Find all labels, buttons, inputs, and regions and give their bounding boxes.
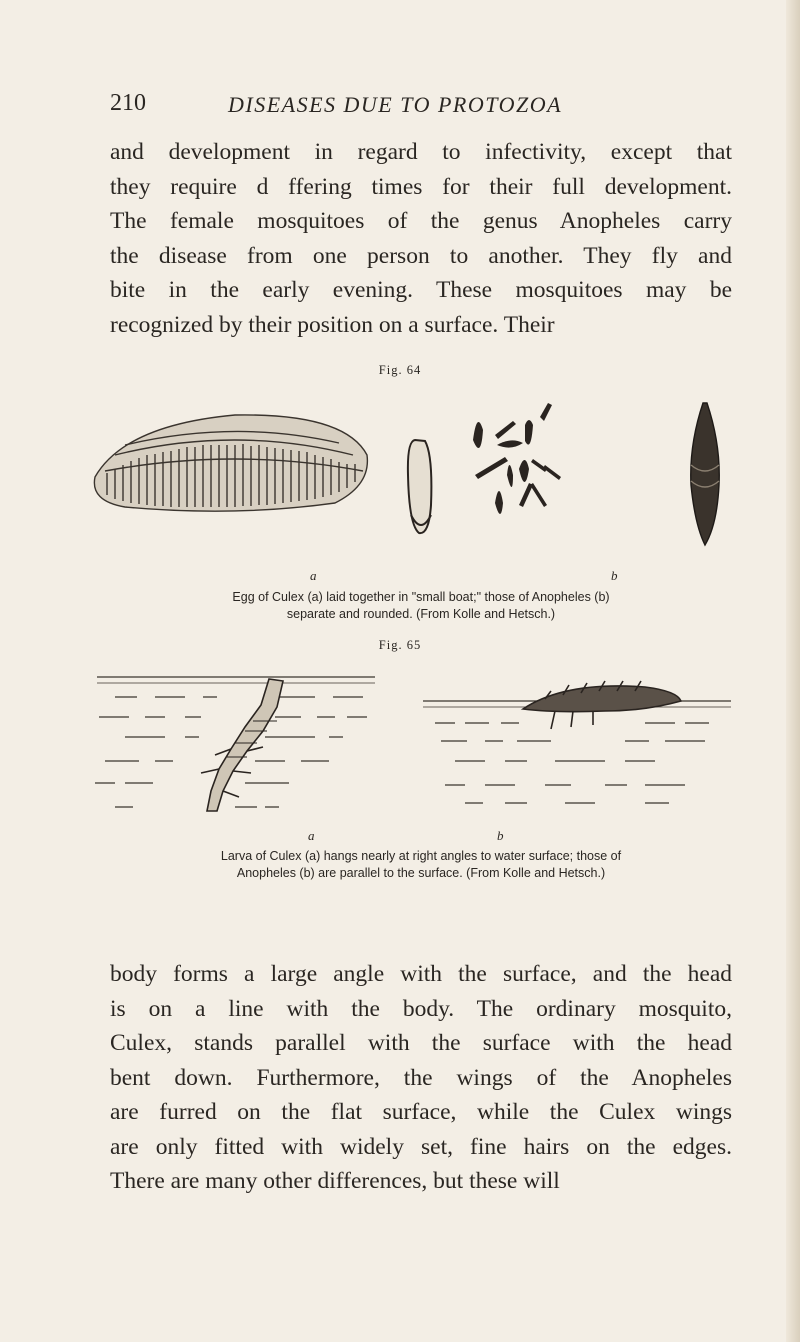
fig64-illustration xyxy=(85,385,725,575)
fig65-sub-a: a xyxy=(308,828,315,843)
text-line: is on a line with the body. The ordinary mosquito, xyxy=(110,995,732,1022)
upright-egg xyxy=(408,440,432,533)
fig64-caption xyxy=(110,589,732,623)
fig65-illustration xyxy=(85,665,735,820)
caption-line: separate and rounded. (From Kolle and Hetsch.) xyxy=(286,607,556,621)
caption-line: Larva of Culex (a) hangs nearly at right angles to water surface; those of xyxy=(220,849,622,863)
water-surface-right xyxy=(423,701,731,803)
fig65-label: Fig. 65 xyxy=(378,638,422,652)
text-line: are furred on the flat surface, while the Culex wings xyxy=(110,1099,732,1125)
anopheles-eggs xyxy=(473,403,561,514)
text-line: the disease from one person to another. They fly and xyxy=(110,242,732,269)
culex-larva xyxy=(201,679,283,811)
fig64-label: Fig. 64 xyxy=(378,363,422,377)
text-line: bite in the early evening. These mosquitoes may be xyxy=(110,277,732,303)
fig65-caption xyxy=(110,848,732,882)
fig64-sub-b: b xyxy=(611,568,618,583)
paragraph-top xyxy=(110,135,732,342)
culex-egg-raft xyxy=(94,415,367,511)
caption-line: Egg of Culex (a) laid together in "small boat;" those of Anopheles (b) xyxy=(232,590,610,604)
text-line: they require d ffering times for their full development. xyxy=(110,173,732,200)
text-line: are only fitted with widely set, fine hairs on the edges. xyxy=(110,1133,732,1160)
paragraph-bottom xyxy=(110,957,732,1199)
text-line: bent down. Furthermore, the wings of the Anopheles xyxy=(110,1064,732,1091)
anopheles-large-egg xyxy=(691,403,720,545)
caption-line: Anopheles (b) are parallel to the surface. (From Kolle and Hetsch.) xyxy=(236,866,606,880)
anopheles-larva xyxy=(523,681,681,729)
text-line: body forms a large angle with the surface, and the head xyxy=(110,961,732,987)
page-number: 210 xyxy=(110,90,146,116)
fig65-sub-b: b xyxy=(497,828,504,843)
text-line: recognized by their position on a surface. Their xyxy=(110,311,555,338)
fig64-sub-a: a xyxy=(310,568,317,583)
text-line: The female mosquitoes of the genus Anopheles carry xyxy=(110,208,732,234)
running-title: DISEASES DUE TO PROTOZOA xyxy=(228,92,563,117)
text-line: and development in regard to infectivity, except that xyxy=(110,139,732,165)
page-header xyxy=(110,90,730,130)
page-edge-shadow xyxy=(786,0,800,1342)
text-line: Culex, stands parallel with the surface with the head xyxy=(110,1030,732,1056)
text-line: There are many other differences, but these will xyxy=(110,1168,560,1194)
